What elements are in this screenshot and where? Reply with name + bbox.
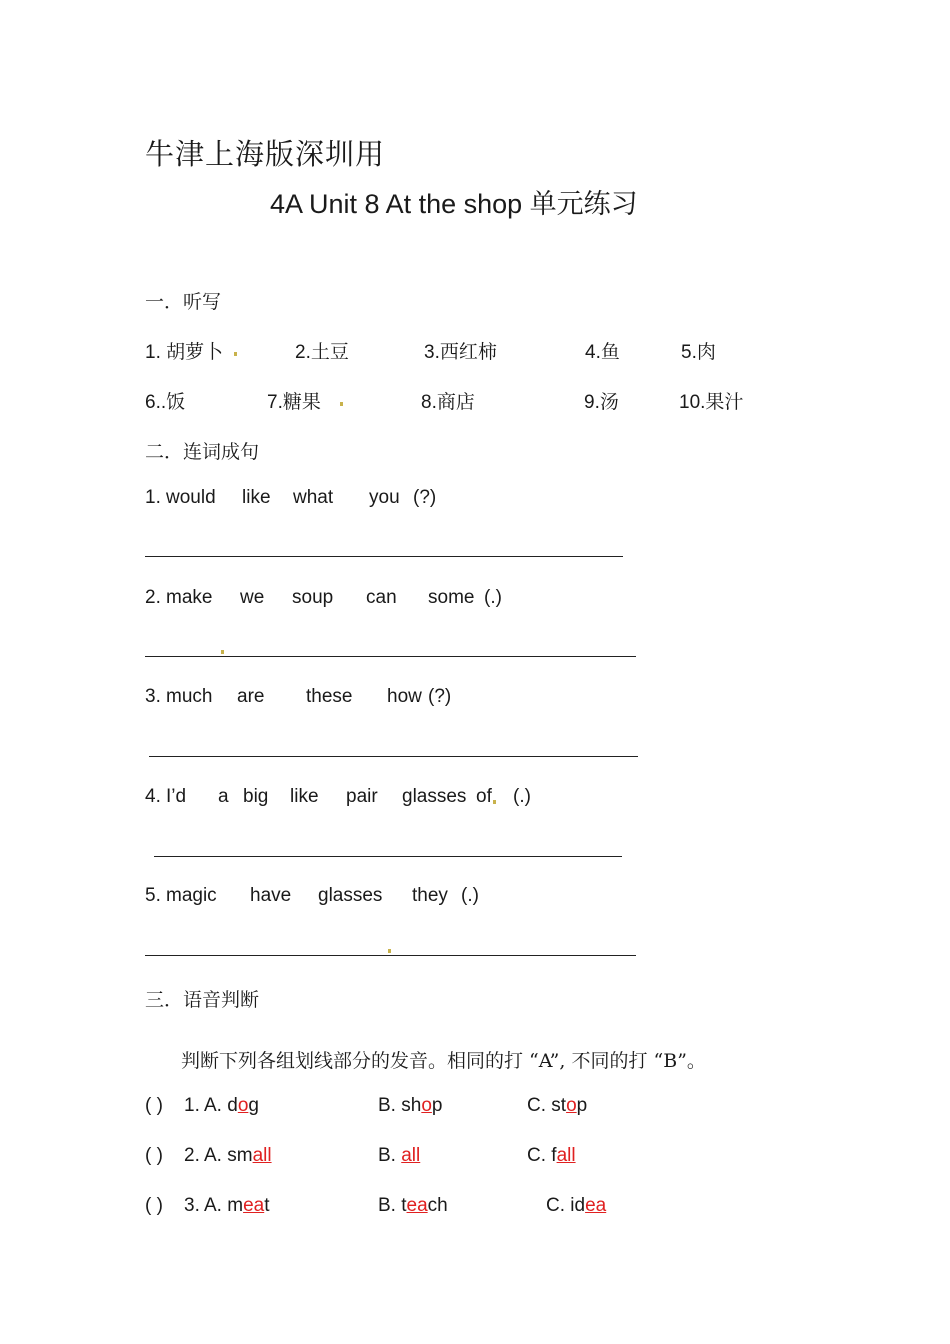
question-number: 1.	[145, 487, 161, 508]
stray-mark	[388, 949, 391, 953]
option-c: C. idea	[546, 1195, 607, 1216]
punctuation: (.)	[484, 587, 502, 608]
word: you	[369, 487, 400, 508]
dictation-item: 6..饭	[145, 392, 186, 413]
word: have	[250, 885, 292, 906]
word: big	[243, 786, 269, 807]
publisher-title: 牛津上海版深圳用	[145, 137, 386, 171]
highlighted-letters: all	[401, 1145, 421, 1166]
word: these	[306, 686, 353, 707]
punctuation: (?)	[413, 487, 437, 508]
word: they	[412, 885, 448, 906]
word: a	[218, 786, 229, 807]
highlighted-letters: o	[421, 1095, 432, 1116]
page-title: 4A Unit 8 At the shop 单元练习	[270, 189, 638, 219]
answer-line[interactable]	[145, 955, 636, 956]
word: make	[166, 587, 213, 608]
highlighted-letters: ea	[243, 1195, 265, 1216]
highlighted-letters: ea	[585, 1195, 607, 1216]
option-c: C. fall	[527, 1145, 576, 1166]
question-number: 2.	[184, 1145, 200, 1166]
punctuation: (?)	[428, 686, 452, 707]
option-b: B. all	[378, 1145, 421, 1166]
question-number: 2.	[145, 587, 161, 608]
instruction-text: 判断下列各组划线部分的发音。相同的打 “A”, 不同的打 “B”。	[181, 1050, 706, 1072]
punctuation: (.)	[513, 786, 531, 807]
word: can	[366, 587, 397, 608]
dictation-item: 8.商店	[421, 392, 475, 413]
question-number: 4.	[145, 786, 161, 807]
word: pair	[346, 786, 378, 807]
question-number: 3.	[145, 686, 161, 707]
word: how	[387, 686, 422, 707]
word: like	[242, 487, 271, 508]
dictation-item: 4.鱼	[585, 342, 620, 363]
word: I’d	[166, 786, 187, 807]
answer-line[interactable]	[145, 656, 636, 657]
highlighted-letters: o	[237, 1095, 249, 1116]
highlighted-letters: all	[252, 1145, 272, 1166]
answer-bracket[interactable]: ( )	[145, 1145, 163, 1166]
word: of	[476, 786, 492, 807]
word: glasses	[318, 885, 383, 906]
answer-line[interactable]	[149, 756, 638, 757]
option-b: B. teach	[378, 1195, 448, 1216]
option-a: A. dog	[204, 1095, 259, 1116]
word: glasses	[402, 786, 467, 807]
word: what	[293, 487, 334, 508]
answer-line[interactable]	[145, 556, 623, 557]
answer-bracket[interactable]: ( )	[145, 1195, 163, 1216]
word: we	[240, 587, 265, 608]
section2-heading: 二．连词成句	[145, 441, 260, 463]
highlighted-letters: ea	[406, 1195, 428, 1216]
question-number: 5.	[145, 885, 161, 906]
word: soup	[292, 587, 334, 608]
section1-heading: 一．听写	[145, 291, 222, 313]
stray-mark	[340, 402, 343, 406]
dictation-item: 9.汤	[584, 392, 619, 413]
word: much	[166, 686, 213, 707]
dictation-item: 5.肉	[681, 342, 716, 363]
answer-line[interactable]	[154, 856, 622, 857]
word: like	[290, 786, 319, 807]
stray-mark	[234, 352, 237, 356]
word: are	[237, 686, 265, 707]
dictation-item: 7.糖果	[267, 392, 321, 413]
dictation-item: 2.土豆	[295, 342, 349, 363]
stray-mark	[493, 800, 496, 804]
option-b: B. shop	[378, 1095, 443, 1116]
punctuation: (.)	[461, 885, 479, 906]
option-c: C. stop	[527, 1095, 588, 1116]
option-a: A. small	[204, 1145, 272, 1166]
dictation-item: 10.果汁	[679, 392, 744, 413]
dictation-item: 3.西红柿	[424, 342, 497, 363]
stray-mark	[221, 650, 224, 654]
word: some	[428, 587, 475, 608]
highlighted-letters: all	[556, 1145, 576, 1166]
highlighted-letters: o	[566, 1095, 577, 1116]
dictation-item: 1. 胡萝卜	[145, 342, 224, 363]
answer-bracket[interactable]: ( )	[145, 1095, 163, 1116]
word: magic	[166, 885, 217, 906]
word: would	[166, 487, 216, 508]
option-a: A. meat	[204, 1195, 270, 1216]
section3-heading: 三．语音判断	[145, 989, 260, 1011]
question-number: 3.	[184, 1195, 200, 1216]
question-number: 1.	[184, 1095, 200, 1116]
